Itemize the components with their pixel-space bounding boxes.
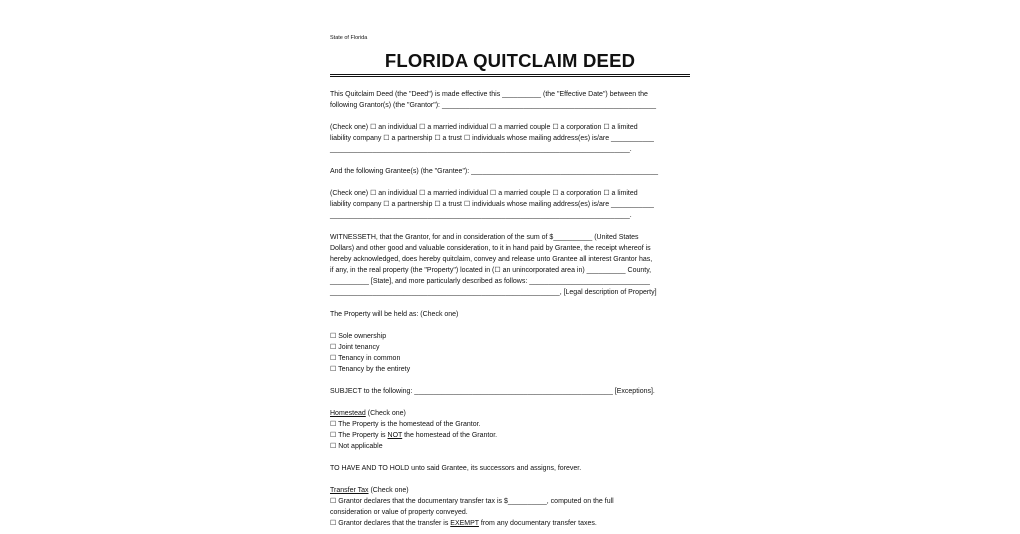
grantee-type-line-3: _____________________________________________________________________________. [330,212,632,219]
grantor-type-line-1: (Check one) ☐ an individual ☐ a married individual ☐ a married couple ☐ a corporation ☐ a limited [330,124,638,131]
witnesseth-line-3: hereby acknowledged, does hereby quitclaim, convey and release unto Grantee all interest Grantor has, [330,256,653,263]
title-divider [330,74,690,77]
transfer-exempt-pre: ☐ Grantor declares that the transfer is [330,520,451,527]
transfer-tax-check-label: (Check one) [368,487,409,494]
held-as-option-sole[interactable]: ☐ Sole ownership [330,333,387,340]
homestead-check-label: (Check one) [365,410,406,417]
transfer-tax-section [330,485,690,529]
held-as-option-joint[interactable]: ☐ Joint tenancy [330,344,380,351]
homestead-option-is[interactable]: ☐ The Property is the homestead of the Grantor. [330,421,481,428]
grantor-type-line-3: _____________________________________________________________________________. [330,146,632,153]
grantee-paragraph [330,166,690,177]
homestead-option-not-pre: ☐ The Property is [330,432,388,439]
witnesseth-line-2: Dollars) and other good and valuable consideration, to it in hand paid by Grantee, the receipt whereof is [330,245,651,252]
homestead-heading: Homestead [330,410,366,417]
intro-paragraph [330,89,690,111]
homestead-option-na[interactable]: ☐ Not applicable [330,443,383,450]
witnesseth-line-6: ___________________________________________________________, [Legal description of Property] [330,289,657,296]
transfer-tax-heading: Transfer Tax [330,487,369,494]
subject-line: SUBJECT to the following: ___________________________________________________ [Exceptions]. [330,388,655,395]
homestead-section [330,408,690,452]
held-as-label: The Property will be held as: (Check one) [330,311,459,318]
transfer-exempt-emphasis: EXEMPT [450,520,479,527]
held-as-option-common[interactable]: ☐ Tenancy in common [330,355,401,362]
homestead-not-emphasis: NOT [387,432,403,439]
document-title: FLORIDA QUITCLAIM DEED [384,50,636,71]
witnesseth-line-1: WITNESSETH, that the Grantor, for and in consideration of the sum of $__________ (United States [330,234,639,241]
intro-line-2: following Grantor(s) (the "Grantor"): _______________________________________________________ [330,102,657,109]
grantor-type-line-2: liability company ☐ a partnership ☐ a trust ☐ individuals whose mailing address(es) is/are ___________ [330,135,654,142]
habendum-clause: TO HAVE AND TO HOLD unto said Grantee, its successors and assigns, forever. [330,465,582,472]
grantee-type-line-1: (Check one) ☐ an individual ☐ a married individual ☐ a married couple ☐ a corporation ☐ a limited [330,190,638,197]
grantee-line: And the following Grantee(s) (the "Grantee"): ________________________________________________ [330,168,659,175]
homestead-option-not-post: the homestead of the Grantor. [402,432,498,439]
transfer-tax-option-exempt[interactable] [330,520,597,527]
transfer-tax-option-computed-line-1[interactable]: ☐ Grantor declares that the documentary transfer tax is $__________, computed on the full [330,498,614,505]
deed-page [330,34,690,529]
grantee-type-paragraph [330,188,690,221]
grantor-type-paragraph [330,122,690,155]
witnesseth-line-5: __________ [State], and more particularly described as follows: _______________________________ [330,278,650,285]
witnesseth-paragraph [330,232,690,298]
intro-line-1: This Quitclaim Deed (the "Deed") is made effective this __________ (the "Effective Date") between the [330,91,648,98]
held-as-options [330,331,690,375]
witnesseth-line-4: if any, in the real property (the "Property") located in (☐ an unincorporated area in) __________ County, [330,267,652,274]
transfer-exempt-post: from any documentary transfer taxes. [478,520,597,527]
transfer-tax-option-computed-line-2: consideration or value of property conveyed. [330,509,468,516]
grantee-type-line-2: liability company ☐ a partnership ☐ a trust ☐ individuals whose mailing address(es) is/are ___________ [330,201,654,208]
state-label: State of Florida [330,35,368,41]
homestead-option-not[interactable] [330,432,497,439]
held-as-option-entirety[interactable]: ☐ Tenancy by the entirety [330,366,411,373]
